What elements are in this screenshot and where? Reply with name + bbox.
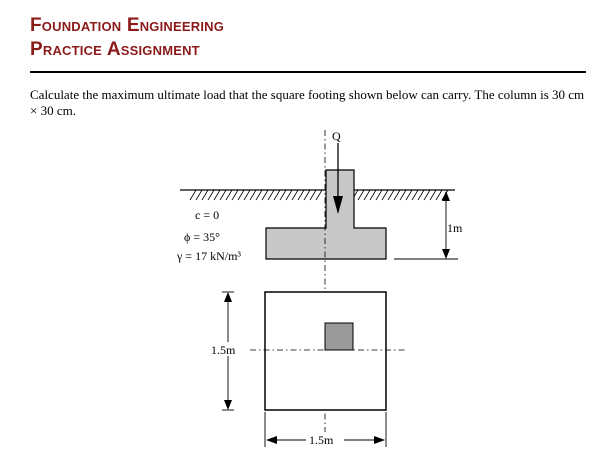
question-text: Calculate the maximum ultimate load that the square footing shown below can carry. The column is 30 cm × 30 cm.	[30, 87, 585, 118]
hatch-stroke	[310, 190, 316, 200]
soil-friction-angle: ϕ = 35°	[184, 230, 220, 244]
hatch-stroke	[262, 190, 268, 200]
footing-plan	[265, 292, 386, 410]
hatch-stroke	[238, 190, 244, 200]
depth-arrow-top	[442, 191, 450, 201]
hatch-stroke	[274, 190, 280, 200]
hatch-stroke	[412, 190, 418, 200]
hatch-stroke	[286, 190, 292, 200]
hatch-stroke	[220, 190, 226, 200]
ground-hatching	[190, 190, 448, 200]
hatch-stroke	[226, 190, 232, 200]
hatch-stroke	[190, 190, 196, 200]
hatch-stroke	[370, 190, 376, 200]
hatch-stroke	[424, 190, 430, 200]
hatch-stroke	[430, 190, 436, 200]
hatch-stroke	[388, 190, 394, 200]
hatch-stroke	[364, 190, 370, 200]
soil-unit-weight: γ = 17 kN/m³	[177, 249, 242, 263]
title-line-2: Practice Assignment	[30, 39, 200, 60]
hatch-stroke	[232, 190, 238, 200]
plan-dim-vertical-arrow-bottom	[224, 400, 232, 410]
depth-label: 1m	[447, 221, 463, 235]
hatch-stroke	[244, 190, 250, 200]
footing-section	[266, 170, 386, 259]
title-line-1: Foundation Engineering	[30, 15, 225, 36]
plan-length-label: 1.5m	[309, 433, 334, 447]
hatch-stroke	[256, 190, 262, 200]
hatch-stroke	[436, 190, 442, 200]
soil-cohesion: c = 0	[195, 208, 220, 222]
plan-dim-horizontal-arrow-left	[266, 436, 277, 444]
hatch-stroke	[406, 190, 412, 200]
hatch-stroke	[376, 190, 382, 200]
hatch-stroke	[400, 190, 406, 200]
hatch-stroke	[280, 190, 286, 200]
hatch-stroke	[394, 190, 400, 200]
plan-dim-vertical-arrow-top	[224, 292, 232, 302]
column-plan	[325, 323, 353, 350]
depth-arrow-bottom	[442, 249, 450, 259]
hatch-stroke	[214, 190, 220, 200]
hatch-stroke	[418, 190, 424, 200]
load-label: Q	[332, 129, 341, 143]
hatch-stroke	[208, 190, 214, 200]
hatch-stroke	[358, 190, 364, 200]
hatch-stroke	[250, 190, 256, 200]
hatch-stroke	[268, 190, 274, 200]
plan-width-label: 1.5m	[211, 343, 236, 357]
hatch-stroke	[196, 190, 202, 200]
hatch-stroke	[304, 190, 310, 200]
hatch-stroke	[316, 190, 322, 200]
hatch-stroke	[298, 190, 304, 200]
hatch-stroke	[292, 190, 298, 200]
hatch-stroke	[382, 190, 388, 200]
hatch-stroke	[202, 190, 208, 200]
plan-dim-horizontal-arrow-right	[374, 436, 385, 444]
